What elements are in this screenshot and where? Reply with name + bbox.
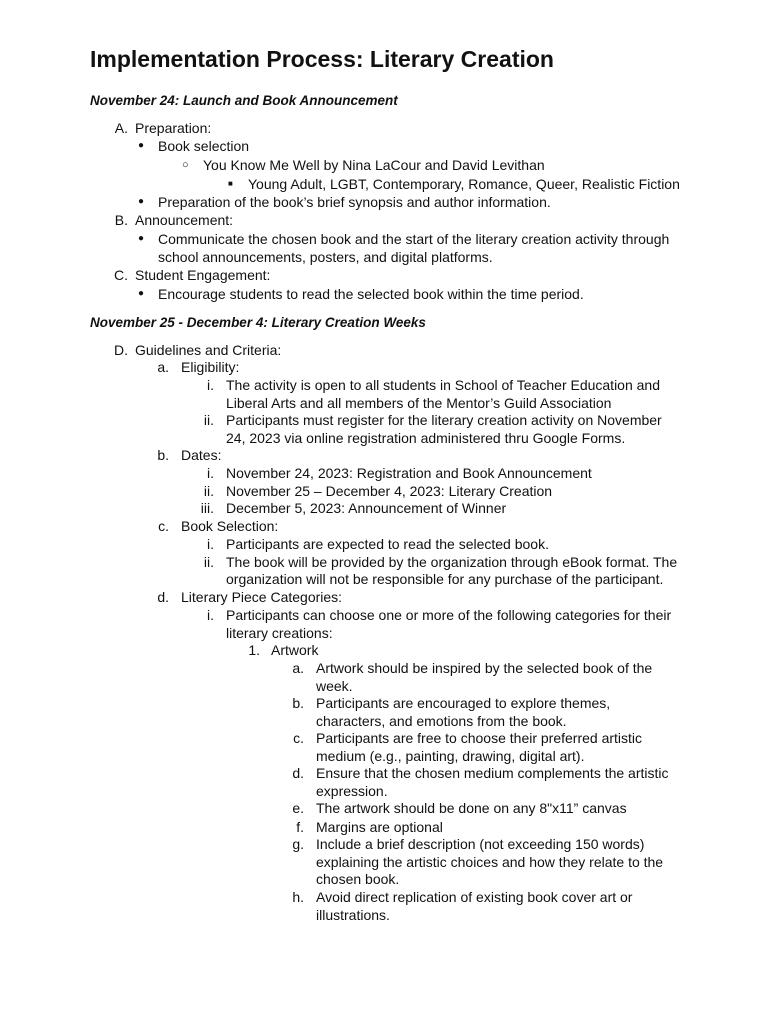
item-dates: Dates: bbox=[181, 447, 222, 463]
book-selection-ii-line2: organization will not be responsible for any purchase of the participant. bbox=[226, 571, 664, 587]
category-artwork: Artwork bbox=[271, 642, 319, 658]
item-book-selection-criteria: Book Selection: bbox=[181, 518, 279, 534]
categories-i-line1: Participants can choose one or more of the following categories for their bbox=[226, 607, 672, 623]
list-marker-A: A. bbox=[114, 120, 128, 136]
item-announcement: Announcement: bbox=[135, 212, 234, 228]
list-marker-D: D. bbox=[114, 342, 128, 358]
item-eligibility: Eligibility: bbox=[181, 359, 240, 375]
item-encourage: Encourage students to read the selected book within the time period. bbox=[158, 286, 584, 302]
artwork-f: Margins are optional bbox=[316, 819, 443, 835]
book-selection-ii-line1: The book will be provided by the organization through eBook format. The bbox=[226, 554, 678, 570]
dates-ii: November 25 – December 4, 2023: Literary Creation bbox=[226, 483, 553, 499]
list-marker-d: d. bbox=[292, 765, 304, 781]
list-marker-a: a. bbox=[292, 660, 304, 676]
square-bullet-icon: ■ bbox=[228, 179, 233, 188]
item-synopsis: Preparation of the book’s brief synopsis and author information. bbox=[158, 194, 551, 210]
item-literary-categories: Literary Piece Categories: bbox=[181, 589, 343, 605]
artwork-g-line1: Include a brief description (not exceeding 150 words) bbox=[316, 836, 645, 852]
list-marker-b: b. bbox=[292, 695, 304, 711]
item-communicate-line1: Communicate the chosen book and the start of the literary creation activity through bbox=[158, 231, 670, 247]
list-marker-c: c. bbox=[293, 730, 304, 746]
eligibility-i-line1: The activity is open to all students in School of Teacher Education and bbox=[226, 377, 661, 393]
artwork-h-line1: Avoid direct replication of existing book cover art or bbox=[316, 889, 633, 905]
artwork-g-line3: chosen book. bbox=[316, 871, 400, 887]
list-marker-f: f. bbox=[296, 819, 304, 835]
dates-i: November 24, 2023: Registration and Book Announcement bbox=[226, 465, 592, 481]
item-book-title: You Know Me Well by Nina LaCour and David Levithan bbox=[203, 157, 545, 173]
artwork-g-line2: explaining the artistic choices and how they relate to the bbox=[316, 854, 664, 870]
artwork-d-line1: Ensure that the chosen medium complements the artistic bbox=[316, 765, 669, 781]
list-marker-e: e. bbox=[292, 800, 304, 816]
list-marker-i: i. bbox=[207, 465, 214, 481]
artwork-c-line2: medium (e.g., painting, drawing, digital art). bbox=[316, 748, 585, 764]
bullet-icon: ● bbox=[138, 233, 145, 244]
item-preparation: Preparation: bbox=[135, 120, 212, 136]
list-marker-ii: ii. bbox=[203, 412, 214, 428]
section-heading-launch: November 24: Launch and Book Announcement bbox=[90, 93, 398, 108]
hollow-bullet-icon: ○ bbox=[182, 159, 189, 171]
list-marker-C: C. bbox=[114, 267, 128, 283]
item-guidelines: Guidelines and Criteria: bbox=[135, 342, 282, 358]
bullet-icon: ● bbox=[138, 196, 145, 207]
list-marker-ii: ii. bbox=[203, 554, 214, 570]
eligibility-ii-line1: Participants must register for the literary creation activity on November bbox=[226, 412, 662, 428]
categories-i-line2: literary creations: bbox=[226, 625, 333, 641]
artwork-c-line1: Participants are free to choose their preferred artistic bbox=[316, 730, 643, 746]
artwork-b-line2: characters, and emotions from the book. bbox=[316, 713, 567, 729]
eligibility-i-line2: Liberal Arts and all members of the Mentor’s Guild Association bbox=[226, 395, 612, 411]
artwork-b-line1: Participants are encouraged to explore themes, bbox=[316, 695, 611, 711]
list-marker-1: 1. bbox=[248, 642, 260, 658]
list-marker-i: i. bbox=[207, 607, 214, 623]
bullet-icon: ● bbox=[138, 140, 145, 151]
list-marker-i: i. bbox=[207, 536, 214, 552]
list-marker-i: i. bbox=[207, 377, 214, 393]
artwork-e: The artwork should be done on any 8"x11” canvas bbox=[316, 800, 627, 816]
list-marker-B: B. bbox=[114, 212, 128, 228]
artwork-d-line2: expression. bbox=[316, 783, 388, 799]
section-heading-creation-weeks: November 25 - December 4: Literary Creation Weeks bbox=[90, 315, 426, 330]
artwork-h-line2: illustrations. bbox=[316, 907, 390, 923]
artwork-a-line2: week. bbox=[316, 678, 353, 694]
dates-iii: December 5, 2023: Announcement of Winner bbox=[226, 500, 507, 516]
item-book-selection: Book selection bbox=[158, 138, 250, 154]
list-marker-h: h. bbox=[292, 889, 304, 905]
list-marker-ii: ii. bbox=[203, 483, 214, 499]
bullet-icon: ● bbox=[138, 288, 145, 299]
list-marker-b: b. bbox=[157, 447, 169, 463]
document-title: Implementation Process: Literary Creation bbox=[90, 46, 554, 72]
eligibility-ii-line2: 24, 2023 via online registration administered thru Google Forms. bbox=[226, 430, 626, 446]
book-selection-i: Participants are expected to read the selected book. bbox=[226, 536, 549, 552]
item-book-genres: Young Adult, LGBT, Contemporary, Romance, Queer, Realistic Fiction bbox=[248, 176, 680, 192]
list-marker-g: g. bbox=[292, 836, 304, 852]
list-marker-iii: iii. bbox=[200, 500, 214, 516]
list-marker-d: d. bbox=[157, 589, 169, 605]
item-communicate-line2: school announcements, posters, and digital platforms. bbox=[158, 249, 493, 265]
item-student-engagement: Student Engagement: bbox=[135, 267, 271, 283]
artwork-a-line1: Artwork should be inspired by the selected book of the bbox=[316, 660, 653, 676]
list-marker-a: a. bbox=[157, 359, 169, 375]
list-marker-c: c. bbox=[158, 518, 169, 534]
